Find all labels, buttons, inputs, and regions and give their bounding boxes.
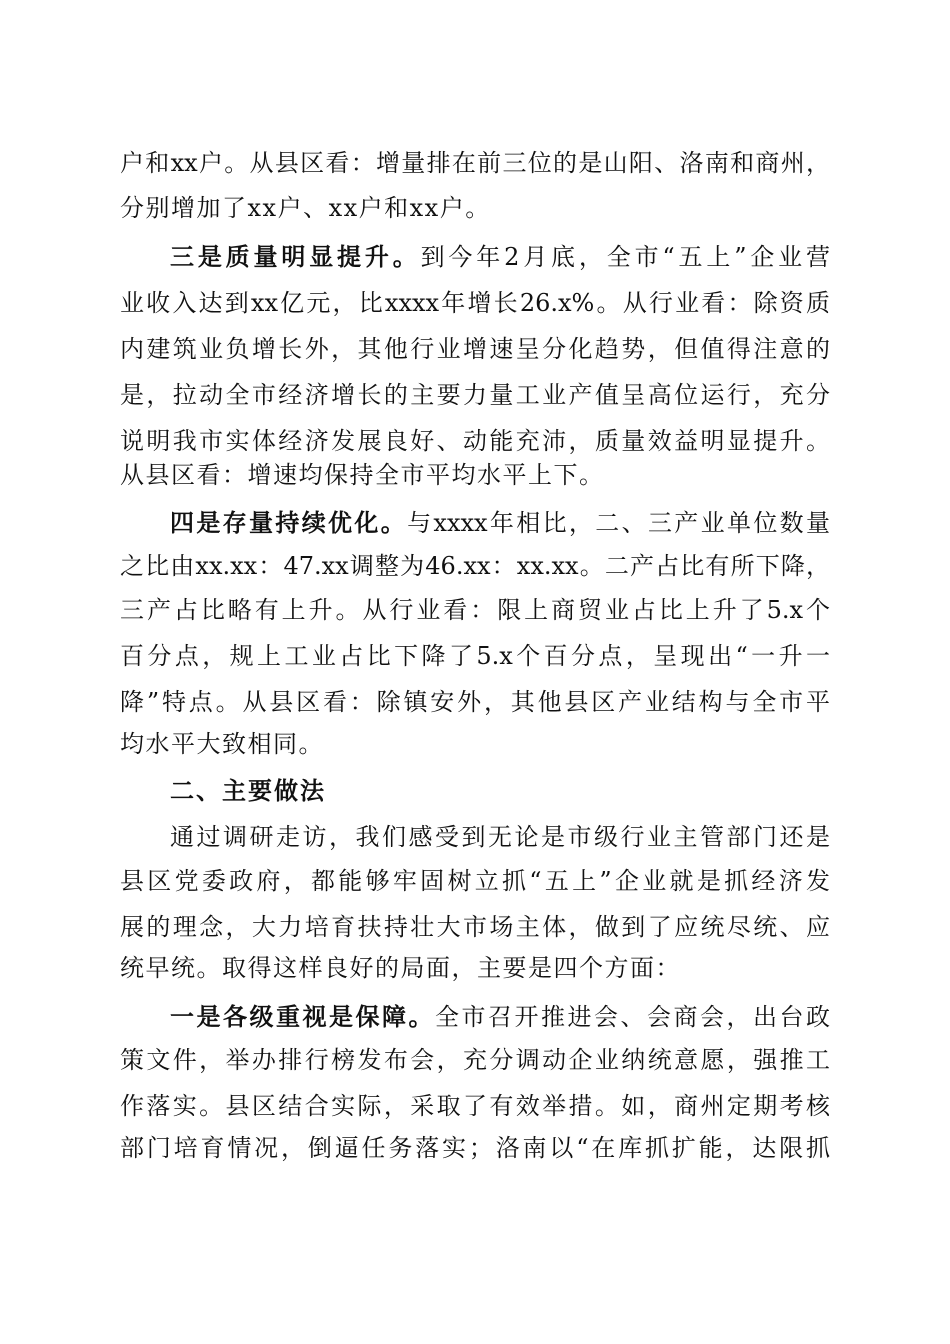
paragraph-line: 业收入达到xx亿元，比xxxx年增长26.x%。从行业看：除资质 bbox=[120, 289, 830, 317]
paragraph-line: 三产占比略有上升。从行业看：限上商贸业占比上升了5.x个 bbox=[120, 596, 830, 624]
paragraph-first-line bbox=[170, 239, 830, 275]
paragraph-text: 到今年2月底，全市“五上”企业营 bbox=[420, 243, 830, 271]
paragraph-line: 通过调研走访，我们感受到无论是市级行业主管部门还是 bbox=[170, 823, 830, 851]
paragraph-line: 县区党委政府，都能够牢固树立抓“五上”企业就是抓经济发 bbox=[120, 867, 830, 895]
section-heading: 二、主要做法 bbox=[170, 777, 326, 805]
paragraph-lead-bold: 一是各级重视是保障。 bbox=[170, 1002, 435, 1031]
paragraph-lead-bold: 四是存量持续优化。 bbox=[170, 508, 408, 537]
paragraph-line: 内建筑业负增长外，其他行业增速呈分化趋势，但值得注意的 bbox=[120, 335, 830, 363]
paragraph-text: 全市召开推进会、会商会，出台政 bbox=[435, 1003, 830, 1031]
paragraph-line: 统早统。取得这样良好的局面，主要是四个方面： bbox=[120, 954, 681, 982]
paragraph-line: 展的理念，大力培育扶持壮大市场主体，做到了应统尽统、应 bbox=[120, 913, 830, 941]
paragraph-first-line bbox=[170, 505, 830, 541]
paragraph-text: 与xxxx年相比，二、三产业单位数量 bbox=[407, 509, 830, 537]
paragraph-line: 从县区看：增速均保持全市平均水平上下。 bbox=[120, 461, 605, 489]
paragraph-line: 说明我市实体经济发展良好、动能充沛，质量效益明显提升。 bbox=[120, 427, 830, 455]
paragraph-line: 降”特点。从县区看：除镇安外，其他县区产业结构与全市平 bbox=[120, 688, 830, 716]
paragraph-line: 作落实。县区结合实际，采取了有效举措。如，商州定期考核 bbox=[120, 1092, 830, 1120]
paragraph-line: 是，拉动全市经济增长的主要力量工业产值呈高位运行，充分 bbox=[120, 381, 830, 409]
paragraph-line: 百分点，规上工业占比下降了5.x个百分点，呈现出“一升一 bbox=[120, 642, 830, 670]
paragraph-first-line bbox=[170, 999, 830, 1035]
paragraph-lead-bold: 三是质量明显提升。 bbox=[170, 242, 421, 271]
paragraph-line: 户和xx户。从县区看：增量排在前三位的是山阳、洛南和商州， bbox=[120, 149, 830, 177]
paragraph-line: 之比由xx.xx：47.xx调整为46.xx：xx.xx。二产占比有所下降， bbox=[120, 552, 830, 580]
paragraph-line: 分别增加了xx户、xx户和xx户。 bbox=[120, 194, 491, 222]
paragraph-line: 策文件，举办排行榜发布会，充分调动企业纳统意愿，强推工 bbox=[120, 1046, 830, 1074]
paragraph-line: 均水平大致相同。 bbox=[120, 730, 324, 758]
paragraph-line: 部门培育情况，倒逼任务落实；洛南以“在库抓扩能，达限抓 bbox=[120, 1134, 830, 1162]
